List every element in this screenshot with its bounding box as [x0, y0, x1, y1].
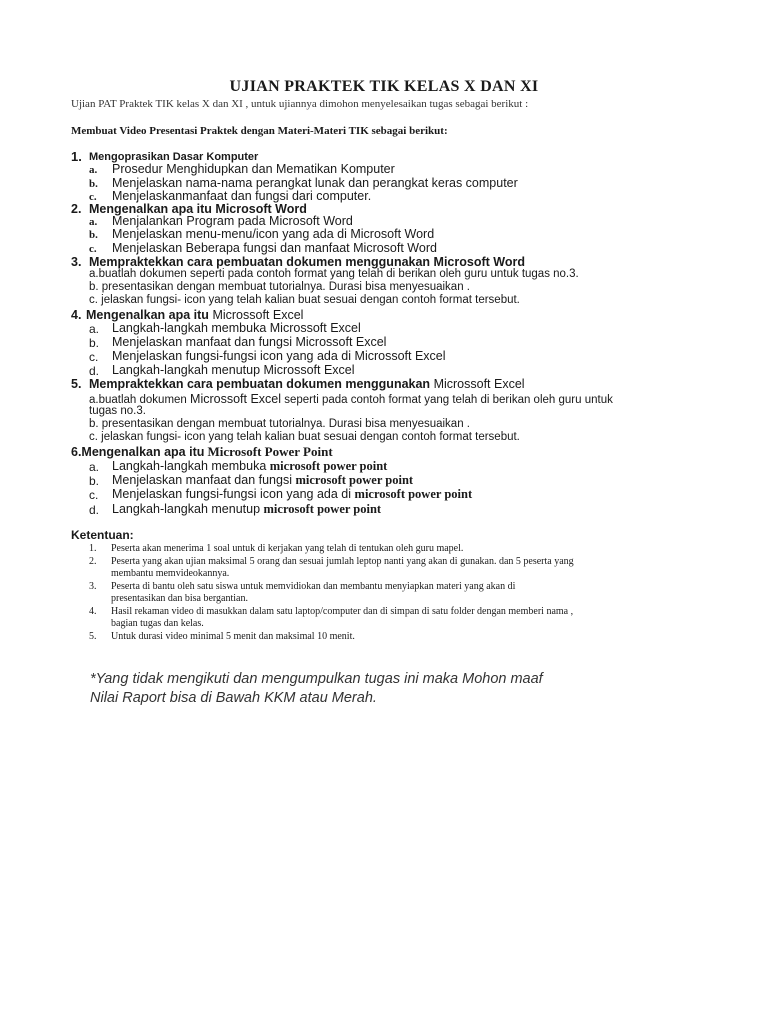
list-item: [112, 487, 472, 502]
list-item: [112, 335, 386, 349]
heading-app: Microssoft Excel: [212, 308, 304, 322]
section-number: 4.: [71, 308, 82, 322]
section-heading: Mengenalkan apa itu Microsoft Word: [89, 202, 307, 216]
rule-text: Peserta yang akan ujian maksimal 5 orang dan sesuai jumlah leptop nanti yang akan di gunakan. dan 5 peserta yang: [111, 556, 574, 567]
item-letter: b.: [89, 178, 98, 190]
rule-number: 4.: [89, 606, 97, 617]
heading-app: Microssoft Excel: [433, 377, 525, 391]
line-part: a.buatlah dokumen: [89, 394, 187, 406]
rule-text-cont: presentasikan dan bisa bergantian.: [111, 593, 248, 604]
item-letter: a.: [89, 322, 100, 336]
section-heading: Mempraktekkan cara pembuatan dokumen menggunakan Microsoft Word: [89, 255, 525, 269]
instruction-line: [89, 392, 696, 406]
item-letter: a.: [89, 164, 98, 176]
item-app: microsoft power point: [269, 459, 388, 473]
section-number: 3.: [71, 255, 82, 269]
item-letter: b.: [89, 229, 98, 241]
heading-bold: Mengenalkan apa itu: [86, 308, 209, 322]
heading-lead: 6.Mengenalkan apa itu: [71, 445, 205, 459]
heading-app: Microsoft Power Point: [207, 444, 333, 459]
rule-text: Untuk durasi video minimal 5 menit dan maksimal 10 menit.: [111, 631, 355, 642]
item-letter: c.: [89, 350, 99, 364]
list-item: Menjalankan Program pada Microsoft Word: [112, 214, 353, 228]
item-text: Langkah-langkah menutup: [112, 363, 261, 377]
item-text: Menjelaskan fungsi-fungsi icon yang ada di: [112, 487, 352, 501]
item-text: Menjelaskan manfaat dan fungsi: [112, 335, 292, 349]
list-item: [112, 459, 387, 474]
item-text: Menjelaskan fungsi-fungsi icon yang ada di: [112, 349, 352, 363]
rule-text: Peserta di bantu oleh satu siswa untuk memvidiokan dan membantu menyiapkan materi yang akan di: [111, 581, 516, 592]
rule-text-cont: bagian tugas dan kelas.: [111, 618, 204, 629]
line-part: seperti pada contoh format yang telah di berikan oleh guru untuk: [284, 394, 613, 406]
section-number: 2.: [71, 202, 82, 216]
section-heading: [89, 377, 525, 391]
rule-number: 5.: [89, 631, 97, 642]
item-text: Langkah-langkah membuka: [112, 459, 267, 473]
line-app: Microssoft Excel: [190, 392, 282, 406]
note-line: Nilai Raport bisa di Bawah KKM atau Merah.: [90, 690, 377, 706]
list-item: [112, 473, 413, 488]
note-line: *Yang tidak mengikuti dan mengumpulkan tugas ini maka Mohon maaf: [90, 671, 543, 687]
instruction-line: tugas no.3.: [89, 405, 146, 417]
instruction-line: c. jelaskan fungsi- icon yang telah kalian buat sesuai dengan contoh format tersebut.: [89, 431, 520, 443]
section-heading: Mengoprasikan Dasar Komputer: [89, 151, 259, 163]
item-letter: a.: [89, 216, 98, 228]
item-letter: c.: [89, 243, 97, 255]
item-text: Menjelaskan manfaat dan fungsi: [112, 473, 292, 487]
item-text: Langkah-langkah membuka: [112, 321, 267, 335]
item-app: Microssoft Excel: [295, 335, 387, 349]
rule-text: Hasil rekaman video di masukkan dalam satu laptop/computer dan di simpan di satu folder dengan memberi nama ,: [111, 606, 574, 617]
list-item: [112, 502, 381, 517]
rule-text: Peserta akan menerima 1 soal untuk di kerjakan yang telah di tentukan oleh guru mapel.: [111, 543, 464, 554]
item-letter: c.: [89, 191, 97, 203]
item-letter: b.: [89, 474, 100, 488]
rule-number: 3.: [89, 581, 97, 592]
item-letter: d.: [89, 503, 100, 517]
intro-text: Ujian PAT Praktek TIK kelas X dan XI , untuk ujiannya dimohon menyelesaikan tugas sebagai berikut :: [71, 98, 529, 110]
item-letter: c.: [89, 488, 99, 502]
list-item: [112, 363, 355, 377]
list-item: [112, 349, 446, 363]
section-number: 5.: [71, 377, 82, 391]
item-app: Microssoft Excel: [263, 363, 355, 377]
document-title: UJIAN PRAKTEK TIK KELAS X DAN XI: [229, 78, 539, 95]
item-app: microsoft power point: [263, 502, 382, 516]
list-item: Menjelaskan Beberapa fungsi dan manfaat Microsoft Word: [112, 241, 437, 255]
rule-text-cont: membantu memvideokannya.: [111, 568, 230, 579]
list-item: Prosedur Menghidupkan dan Mematikan Komputer: [112, 162, 395, 176]
instruction-line: a.buatlah dokumen seperti pada contoh format yang telah di berikan oleh guru untuk tugas no.3.: [89, 268, 579, 280]
section-heading: [71, 444, 333, 460]
item-app: microsoft power point: [295, 473, 414, 487]
item-app: microsoft power point: [354, 487, 473, 501]
item-app: Microssoft Excel: [269, 321, 361, 335]
task-subtitle: Membuat Video Presentasi Praktek dengan Materi-Materi TIK sebagai berikut:: [71, 125, 448, 137]
item-letter: a.: [89, 460, 100, 474]
list-item: Menjelaskan nama-nama perangkat lunak dan perangkat keras computer: [112, 176, 518, 190]
item-app: Microssoft Excel: [354, 349, 446, 363]
list-item: [112, 321, 361, 335]
rule-number: 2.: [89, 556, 97, 567]
instruction-line: c. jelaskan fungsi- icon yang telah kalian buat sesuai dengan contoh format tersebut.: [89, 294, 520, 306]
rules-heading: Ketentuan:: [71, 528, 134, 542]
instruction-line: b. presentasikan dengan membuat tutorialnya. Durasi bisa menyesuaikan .: [89, 418, 470, 430]
section-heading: [86, 308, 303, 322]
list-item: Menjelaskanmanfaat dan fungsi dari computer.: [112, 189, 372, 203]
item-text: Langkah-langkah menutup: [112, 502, 261, 516]
rule-number: 1.: [89, 543, 97, 554]
instruction-line: b. presentasikan dengan membuat tutorialnya. Durasi bisa menyesuaikan .: [89, 281, 470, 293]
list-item: Menjelaskan menu-menu/icon yang ada di Microsoft Word: [112, 227, 435, 241]
item-letter: d.: [89, 364, 100, 378]
item-letter: b.: [89, 336, 100, 350]
section-number: 1.: [71, 149, 82, 164]
heading-bold: Mempraktekkan cara pembuatan dokumen menggunakan: [89, 377, 431, 391]
warning-note: [90, 670, 543, 708]
